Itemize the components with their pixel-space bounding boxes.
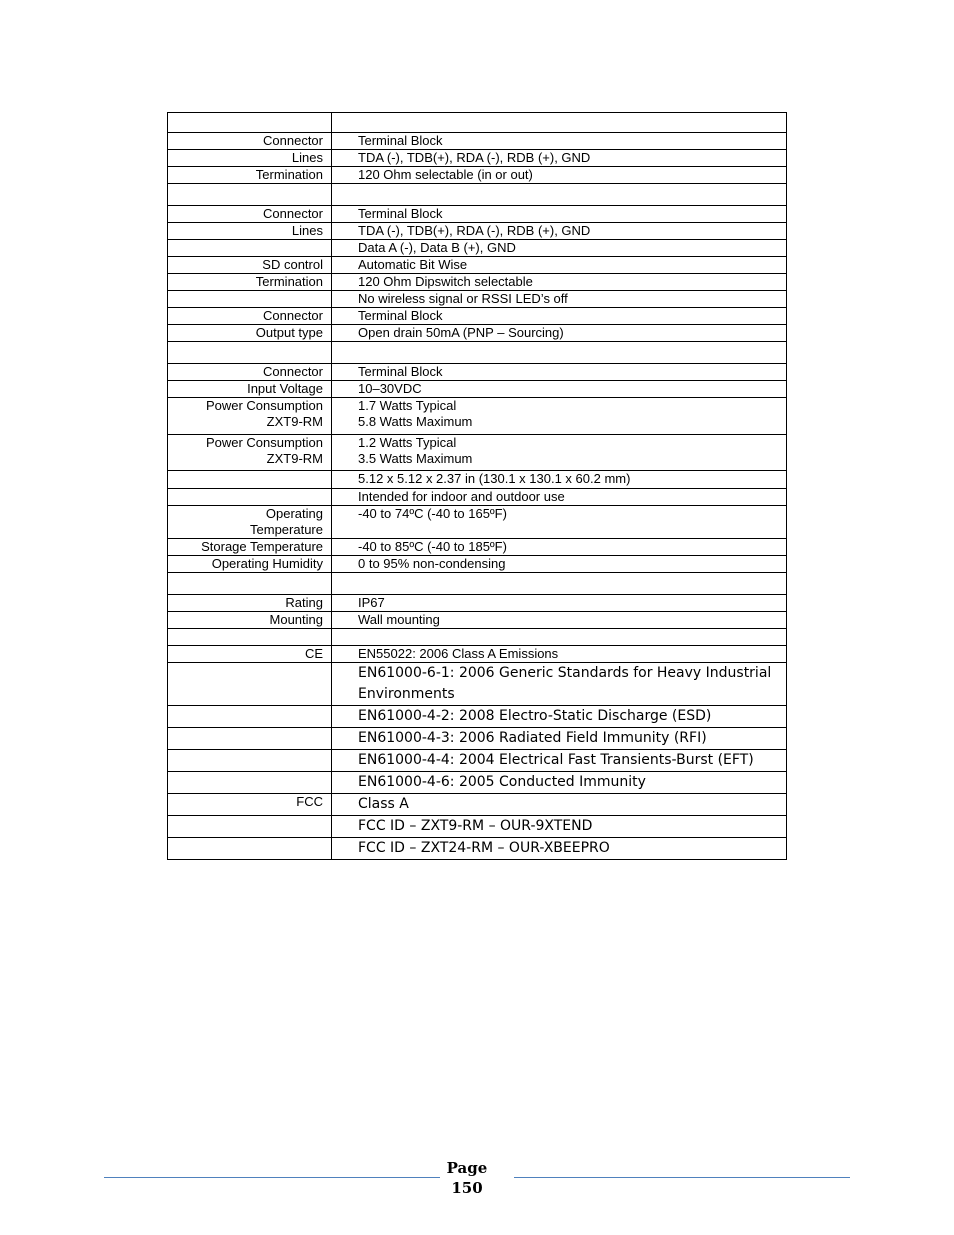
spec-value: Intended for indoor and outdoor use <box>358 489 565 504</box>
spec-row <box>168 573 787 595</box>
spec-value-cell <box>332 274 787 291</box>
spec-row <box>168 489 787 506</box>
spec-row <box>168 150 787 167</box>
spec-label: Lines <box>291 150 323 165</box>
spec-value-cell <box>332 291 787 308</box>
spec-value-cell <box>332 398 787 435</box>
footer-rule-left <box>104 1177 440 1178</box>
spec-row <box>168 325 787 342</box>
spec-row <box>168 838 787 860</box>
spec-label: ZXT9-RM <box>266 414 323 429</box>
spec-value: Open drain 50mA (PNP – Sourcing) <box>358 325 564 340</box>
spec-label-cell <box>168 223 332 240</box>
spec-value-cell <box>332 772 787 794</box>
spec-label: Connector <box>263 364 323 379</box>
spec-value-cell <box>332 240 787 257</box>
spec-label-cell <box>168 728 332 750</box>
spec-label: ZXT9-RM <box>266 451 323 466</box>
spec-value-cell <box>332 471 787 489</box>
spec-label-cell <box>168 291 332 308</box>
spec-value-cell <box>332 206 787 223</box>
spec-label: Operating Humidity <box>211 556 323 571</box>
spec-value: EN61000-4-2: 2008 Electro-Static Discharge (ESD) <box>358 708 712 724</box>
spec-row <box>168 133 787 150</box>
spec-value: EN61000-6-1: 2006 Generic Standards for Heavy Industrial Environments <box>358 665 772 702</box>
spec-label-cell <box>168 398 332 435</box>
spec-value-cell <box>332 167 787 184</box>
spec-label-cell <box>168 206 332 223</box>
spec-value: Terminal Block <box>358 308 443 323</box>
spec-value: 3.5 Watts Maximum <box>358 451 473 466</box>
spec-value: Terminal Block <box>358 364 443 379</box>
spec-label-cell <box>168 772 332 794</box>
spec-row <box>168 291 787 308</box>
spec-value-cell <box>332 595 787 612</box>
spec-label: Connector <box>263 308 323 323</box>
spec-value-cell <box>332 750 787 772</box>
spec-value-cell <box>332 506 787 539</box>
spec-row <box>168 435 787 471</box>
spec-value-cell <box>332 133 787 150</box>
spec-row <box>168 794 787 816</box>
spec-row <box>168 663 787 706</box>
spec-label-cell <box>168 167 332 184</box>
spec-label-cell <box>168 274 332 291</box>
spec-value: EN61000-4-3: 2006 Radiated Field Immunity (RFI) <box>358 730 707 746</box>
spec-label-cell <box>168 838 332 860</box>
spec-row <box>168 206 787 223</box>
spec-value-cell <box>332 223 787 240</box>
spec-value: EN61000-4-6: 2005 Conducted Immunity <box>358 774 646 790</box>
spec-value: TDA (-), TDB(+), RDA (-), RDB (+), GND <box>358 223 591 238</box>
spec-value-cell <box>332 308 787 325</box>
spec-label-cell <box>168 750 332 772</box>
spec-table <box>167 112 787 860</box>
spec-row <box>168 728 787 750</box>
spec-value-cell <box>332 489 787 506</box>
spec-label: SD control <box>262 257 323 272</box>
spec-table-body <box>168 113 787 860</box>
spec-label-cell <box>168 573 332 595</box>
spec-row <box>168 342 787 364</box>
spec-label: Power Consumption <box>205 435 323 450</box>
spec-label: CE <box>304 646 323 661</box>
spec-label: Rating <box>285 595 323 610</box>
spec-label: FCC <box>296 794 323 809</box>
spec-label: Connector <box>263 206 323 221</box>
spec-row <box>168 308 787 325</box>
spec-row <box>168 223 787 240</box>
spec-value-cell <box>332 646 787 663</box>
spec-value: Wall mounting <box>358 612 440 627</box>
spec-value: 1.2 Watts Typical <box>358 435 457 450</box>
spec-row <box>168 646 787 663</box>
spec-value-cell <box>332 364 787 381</box>
spec-label-cell <box>168 706 332 728</box>
spec-label: Operating <box>265 506 323 521</box>
spec-value: Terminal Block <box>358 133 443 148</box>
spec-label-cell <box>168 381 332 398</box>
spec-label: Lines <box>291 223 323 238</box>
spec-label-cell <box>168 240 332 257</box>
spec-row <box>168 706 787 728</box>
spec-row <box>168 772 787 794</box>
spec-row <box>168 595 787 612</box>
spec-label: Temperature <box>250 522 323 537</box>
spec-label-cell <box>168 629 332 646</box>
spec-value: -40 to 85ºC (-40 to 185ºF) <box>358 539 507 554</box>
spec-value: Data A (-), Data B (+), GND <box>358 240 516 255</box>
spec-value: EN61000-4-4: 2004 Electrical Fast Transients-Burst (EFT) <box>358 752 754 768</box>
spec-value: 10–30VDC <box>358 381 422 396</box>
spec-label: Storage Temperature <box>201 539 323 554</box>
spec-label-cell <box>168 308 332 325</box>
spec-label-cell <box>168 150 332 167</box>
spec-value: 1.7 Watts Typical <box>358 398 457 413</box>
spec-value: No wireless signal or RSSI LED’s off <box>358 291 568 306</box>
footer-rule-right <box>514 1177 850 1178</box>
spec-value: 120 Ohm selectable (in or out) <box>358 167 533 182</box>
spec-label-cell <box>168 435 332 471</box>
page-number <box>438 1158 496 1198</box>
spec-label-cell <box>168 113 332 133</box>
spec-label-cell <box>168 325 332 342</box>
spec-label-cell <box>168 646 332 663</box>
spec-label-cell <box>168 257 332 274</box>
spec-value: Class A <box>358 796 409 812</box>
spec-value-cell <box>332 629 787 646</box>
spec-value-cell <box>332 381 787 398</box>
spec-label: Input Voltage <box>247 381 323 396</box>
spec-label: Termination <box>255 274 323 289</box>
spec-label: Power Consumption <box>205 398 323 413</box>
spec-label-cell <box>168 342 332 364</box>
spec-row <box>168 629 787 646</box>
spec-value-cell <box>332 113 787 133</box>
spec-value-cell <box>332 706 787 728</box>
page-number-value: 150 <box>451 1179 483 1197</box>
spec-value: IP67 <box>358 595 385 610</box>
spec-label-cell <box>168 595 332 612</box>
spec-value-cell <box>332 539 787 556</box>
spec-row <box>168 612 787 629</box>
spec-row <box>168 274 787 291</box>
spec-row <box>168 506 787 539</box>
spec-row <box>168 257 787 274</box>
spec-value-cell <box>332 325 787 342</box>
spec-value-cell <box>332 838 787 860</box>
spec-label-cell <box>168 364 332 381</box>
spec-value: Terminal Block <box>358 206 443 221</box>
spec-row <box>168 750 787 772</box>
spec-value: Automatic Bit Wise <box>358 257 468 272</box>
spec-row <box>168 539 787 556</box>
spec-value: FCC ID – ZXT24-RM – OUR-XBEEPRO <box>358 840 610 856</box>
spec-value: TDA (-), TDB(+), RDA (-), RDB (+), GND <box>358 150 591 165</box>
spec-row <box>168 471 787 489</box>
spec-value-cell <box>332 435 787 471</box>
spec-label: Output type <box>255 325 323 340</box>
spec-row <box>168 381 787 398</box>
spec-value-cell <box>332 794 787 816</box>
spec-label-cell <box>168 506 332 539</box>
spec-value: 0 to 95% non-condensing <box>358 556 506 571</box>
spec-value: FCC ID – ZXT9-RM – OUR-9XTEND <box>358 818 593 834</box>
spec-row <box>168 167 787 184</box>
spec-value-cell <box>332 728 787 750</box>
spec-value-cell <box>332 150 787 167</box>
spec-label-cell <box>168 471 332 489</box>
spec-label-cell <box>168 489 332 506</box>
spec-label-cell <box>168 816 332 838</box>
spec-label-cell <box>168 794 332 816</box>
spec-row <box>168 398 787 435</box>
spec-value: EN55022: 2006 Class A Emissions <box>358 646 559 661</box>
spec-row <box>168 113 787 133</box>
spec-value-cell <box>332 663 787 706</box>
spec-label: Mounting <box>269 612 323 627</box>
spec-row <box>168 816 787 838</box>
spec-label-cell <box>168 133 332 150</box>
spec-value-cell <box>332 257 787 274</box>
spec-row <box>168 240 787 257</box>
page-label: Page <box>446 1159 488 1177</box>
spec-label-cell <box>168 663 332 706</box>
spec-value-cell <box>332 573 787 595</box>
spec-label: Termination <box>255 167 323 182</box>
spec-row <box>168 364 787 381</box>
spec-label-cell <box>168 612 332 629</box>
spec-value-cell <box>332 556 787 573</box>
spec-value: 5.12 x 5.12 x 2.37 in (130.1 x 130.1 x 60.2 mm) <box>358 471 631 486</box>
spec-label: Connector <box>263 133 323 148</box>
spec-value-cell <box>332 612 787 629</box>
spec-value: 120 Ohm Dipswitch selectable <box>358 274 533 289</box>
spec-value-cell <box>332 184 787 206</box>
spec-label-cell <box>168 184 332 206</box>
spec-label-cell <box>168 556 332 573</box>
spec-row <box>168 556 787 573</box>
spec-label-cell <box>168 539 332 556</box>
spec-value: 5.8 Watts Maximum <box>358 414 473 429</box>
spec-value-cell <box>332 342 787 364</box>
spec-value-cell <box>332 816 787 838</box>
spec-row <box>168 184 787 206</box>
spec-value: -40 to 74ºC (-40 to 165ºF) <box>358 506 507 521</box>
